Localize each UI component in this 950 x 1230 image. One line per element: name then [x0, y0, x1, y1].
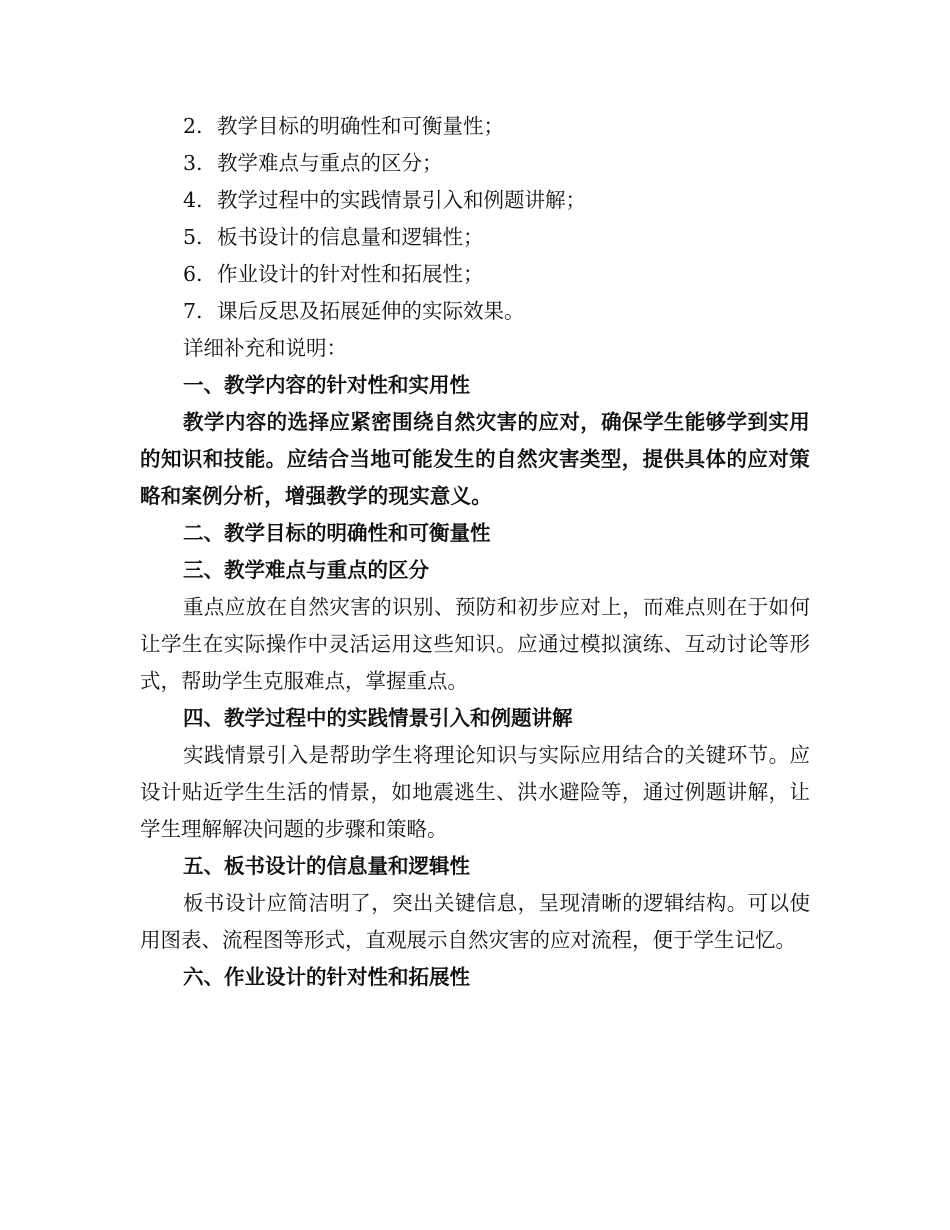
list-text: 作业设计的针对性和拓展性；	[217, 262, 484, 286]
list-item	[140, 182, 810, 219]
list-text: 板书设计的信息量和逻辑性；	[217, 225, 484, 249]
section-paragraph: 板书设计应简洁明了，突出关键信息，呈现清晰的逻辑结构。可以使用图表、流程图等形式，直观展示自然灾害的应对流程，便于学生记忆。	[140, 891, 810, 952]
section-heading: 二、教学目标的明确性和可衡量性	[183, 521, 491, 545]
section-paragraph: 实践情景引入是帮助学生将理论知识与实际应用结合的关键环节。应设计贴近学生生活的情景，如地震逃生、洪水避险等，通过例题讲解，让学生理解解决问题的步骤和策略。	[140, 743, 810, 841]
list-item	[140, 219, 810, 256]
list-number: 2.	[183, 114, 203, 138]
section-heading: 一、教学内容的针对性和实用性	[183, 373, 470, 397]
list-item	[140, 145, 810, 182]
list-number: 7.	[183, 299, 203, 323]
list-number: 4.	[183, 188, 203, 212]
section-paragraph: 重点应放在自然灾害的识别、预防和初步应对上，而难点则在于如何让学生在实际操作中灵活运用这些知识。应通过模拟演练、互动讨论等形式，帮助学生克服难点，掌握重点。	[140, 595, 810, 693]
list-item	[140, 108, 810, 145]
list-text: 教学难点与重点的区分；	[217, 151, 443, 175]
list-number: 5.	[183, 225, 203, 249]
section-heading: 四、教学过程中的实践情景引入和例题讲解	[183, 706, 573, 730]
list-item	[140, 256, 810, 293]
section-paragraph: 教学内容的选择应紧密围绕自然灾害的应对，确保学生能够学到实用的知识和技能。应结合当地可能发生的自然灾害类型，提供具体的应对策略和案例分析，增强教学的现实意义。	[140, 410, 810, 508]
section-heading: 六、作业设计的针对性和拓展性	[183, 965, 470, 989]
section-heading: 五、板书设计的信息量和逻辑性	[183, 854, 470, 878]
list-text: 教学目标的明确性和可衡量性；	[217, 114, 504, 138]
list-item	[140, 293, 810, 330]
section-heading: 三、教学难点与重点的区分	[183, 558, 429, 582]
list-number: 6.	[183, 262, 203, 286]
document-body	[140, 108, 810, 996]
list-text: 课后反思及拓展延伸的实际效果。	[217, 299, 525, 323]
list-number: 3.	[183, 151, 203, 175]
intro-line: 详细补充和说明：	[183, 336, 347, 360]
list-text: 教学过程中的实践情景引入和例题讲解；	[217, 188, 586, 212]
